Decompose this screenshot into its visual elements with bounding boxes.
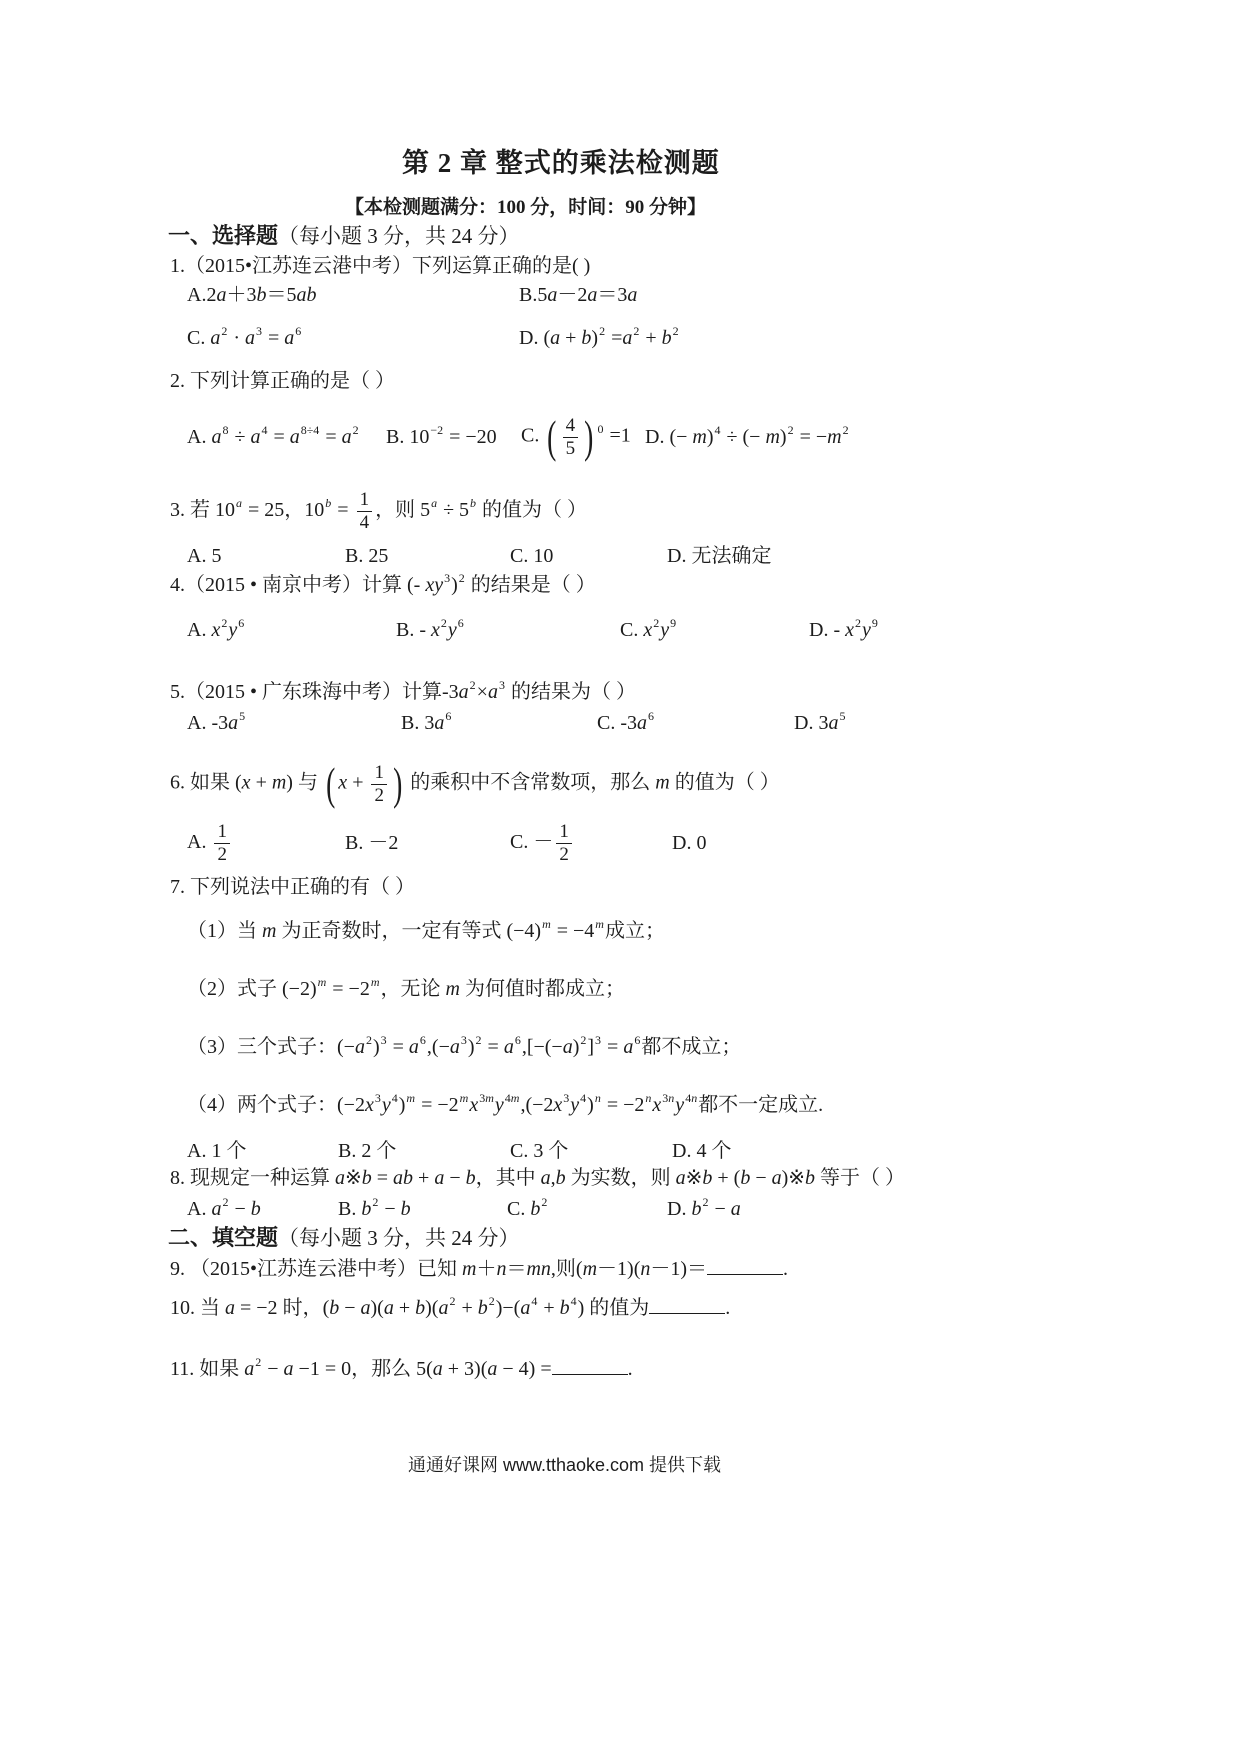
text-run: 9. （2015•江苏连云港中考）已知 <box>170 1257 463 1280</box>
math-expression: 5(a + 3)(a − 4) = <box>416 1357 552 1380</box>
math-expression: 10 <box>304 498 325 521</box>
text-run: 的乘积中不含常数项，那么 <box>405 771 656 794</box>
fraction <box>214 821 230 866</box>
math-expression: x + <box>338 771 369 794</box>
math-expression: =a <box>606 327 633 349</box>
superscript: m <box>317 975 327 989</box>
fraction <box>357 489 373 534</box>
text-run: D. <box>519 327 544 349</box>
superscript: a <box>431 495 438 510</box>
text-run: 等于（ ） <box>815 1167 906 1189</box>
math-expression: − b <box>379 1198 411 1220</box>
math-expression: a <box>828 712 839 734</box>
large-parenthesis: ( <box>547 411 557 462</box>
superscript: n <box>594 1091 601 1105</box>
math-expression: (−a <box>337 1036 365 1058</box>
superscript: 2 <box>221 324 228 338</box>
text-run: C. <box>521 424 545 447</box>
math-expression: = −2 <box>416 1094 459 1116</box>
math-expression: m <box>445 978 460 1000</box>
math-expression: − a −1 = 0 <box>262 1357 352 1380</box>
text-run: 的值为（ ） <box>669 771 780 794</box>
superscript: 4 <box>570 1293 577 1308</box>
superscript: 2 <box>255 1354 262 1369</box>
text-run: 为实数，则 <box>565 1167 676 1189</box>
math-expression: + b <box>640 327 672 349</box>
math-expression: b <box>530 1198 541 1220</box>
math-expression: ,(−a <box>426 1036 460 1058</box>
superscript: 2 <box>352 423 359 437</box>
text-run: . <box>783 1257 789 1280</box>
section-note: （每小题 3 分，共 24 分） <box>278 1225 520 1250</box>
math-expression: y <box>660 619 670 641</box>
text-run: C. <box>507 1198 531 1220</box>
math-expression: (x + m) <box>235 771 293 794</box>
math-expression: (−2x <box>337 1094 374 1116</box>
answer-blank <box>707 1254 783 1275</box>
text-run: A. <box>187 619 212 641</box>
text-run: ,则 <box>550 1257 576 1280</box>
superscript: 2 <box>702 1195 709 1209</box>
answer-blank <box>552 1354 628 1375</box>
text-run: C. － <box>510 830 554 853</box>
math-expression: ) <box>587 1094 594 1116</box>
superscript: 3 <box>374 1091 381 1105</box>
superscript: 2 <box>469 678 476 692</box>
text-run: ，其中 <box>475 1167 541 1189</box>
math-expression: a,b <box>540 1167 566 1189</box>
math-expression: y <box>228 619 238 641</box>
text-run: （4）两个式子： <box>187 1094 337 1116</box>
superscript: 2 <box>599 324 606 338</box>
superscript: 9 <box>871 616 878 630</box>
superscript: 2 <box>440 616 447 630</box>
math-expression: ÷ 5 <box>438 498 470 521</box>
denominator: 5 <box>565 437 576 459</box>
superscript: 6 <box>648 709 654 723</box>
text-run: B. 3 <box>401 712 435 734</box>
math-expression: )−(a <box>495 1296 531 1319</box>
text-run: 1.（2015•江苏连云港中考）下列运算正确的是( ) <box>170 255 591 277</box>
math-expression: = a <box>320 426 352 448</box>
text-run: C. -3 <box>597 712 637 734</box>
text-run: 7. 下列说法中正确的有（ ） <box>170 876 415 898</box>
superscript: 2 <box>372 1195 379 1209</box>
text-run: 时， <box>277 1296 323 1319</box>
math-expression: 5 <box>420 498 431 521</box>
denominator: 4 <box>359 511 370 533</box>
math-expression: = 25 <box>243 498 285 521</box>
text-run: B. －2 <box>345 832 399 854</box>
superscript: 3 <box>563 1091 570 1105</box>
math-expression: = a <box>602 1036 634 1058</box>
math-expression: − a <box>709 1198 741 1220</box>
superscript: 0 <box>597 421 604 436</box>
text-run: D. 4 个 <box>672 1140 732 1162</box>
text-run: × <box>476 681 488 703</box>
text-run: ， <box>284 498 305 521</box>
text-run: D. <box>645 426 670 448</box>
superscript: 3 <box>380 1033 387 1047</box>
superscript: 4 <box>714 423 721 437</box>
superscript: 5 <box>239 709 246 723</box>
math-expression: = a <box>482 1036 514 1058</box>
math-expression: ) <box>577 1296 585 1319</box>
math-expression: = a <box>263 327 295 349</box>
math-expression: 10 <box>409 426 430 448</box>
math-expression: ÷ a <box>229 426 261 448</box>
math-expression: y <box>675 1094 685 1116</box>
superscript: a <box>236 495 242 510</box>
superscript: 8÷4 <box>300 423 320 437</box>
math-expression: a <box>211 1198 222 1220</box>
large-parenthesis: ) <box>393 758 403 809</box>
text-run: A. 1 个 <box>187 1140 247 1162</box>
numerator: 1 <box>371 762 387 785</box>
superscript: 4n <box>685 1091 698 1105</box>
text-run: B. <box>386 426 410 448</box>
math-expression: (a + b) <box>543 327 599 349</box>
superscript: 2 <box>449 1293 456 1308</box>
section-label: 二、填空题 <box>168 1224 279 1250</box>
text-run: 10. 当 <box>170 1296 225 1319</box>
text-run: B. 2 个 <box>338 1140 397 1162</box>
superscript: b <box>470 495 477 510</box>
superscript: 2 <box>580 1033 587 1047</box>
superscript: 2 <box>842 423 849 437</box>
math-expression: (b − a)(a + b)(a <box>322 1296 449 1319</box>
numerator: 4 <box>563 415 579 438</box>
fraction <box>563 415 579 460</box>
math-expression: 2a＋3b＝5ab <box>206 284 317 306</box>
text-run: 的结果是（ ） <box>465 574 596 596</box>
math-expression: b <box>361 1198 372 1220</box>
math-expression: =1 <box>604 424 631 447</box>
text-run: 4.（2015 • 南京中考）计算 <box>170 574 408 596</box>
math-expression: a <box>637 712 647 734</box>
math-expression: ) <box>467 1036 475 1058</box>
superscript: 8 <box>222 423 229 437</box>
text-run: （1）当 <box>187 920 262 942</box>
section-label: 一、选择题 <box>168 222 279 248</box>
math-expression: ,[−(−a) <box>521 1036 580 1058</box>
superscript: b <box>325 495 332 510</box>
text-run: A. <box>187 1198 212 1220</box>
math-expression: y <box>381 1094 391 1116</box>
math-expression: y <box>447 619 457 641</box>
text-run: D. 3 <box>794 712 829 734</box>
superscript: 2 <box>633 324 640 338</box>
text-run: D. <box>667 1198 692 1220</box>
text-run: 5.（2015 • 广东珠海中考）计算-3 <box>170 681 459 703</box>
text-run: C. 10 <box>510 545 554 567</box>
text-run: ，则 <box>375 498 421 521</box>
exam-page: 第 2 章 整式的乘法检测题 【本检测题满分：100 分，时间：90 分钟】 一、选择题（每小题 3 分，共 24 分） 1.（2015•江苏连云港中考）下列运算正确的是( ) A.2a＋3b＝5ab B.5a－2a＝3a C. $a^2 \cdot a^3 = a^6$ D. $(a + b)^2 =a^2 + b^2$ 2. 下列计算正确的是（ ） A. $a^8 \div a^4 = a^{8\div 4} = a^2$ B. $10^{-2} = -20$ C. ( $\frac{4}{5}$ ) $^0$ =1 D. (− m)$^4$ ÷ (− $m)^2 = -m^2$ 3. 若 $10^a = 25$，$10^b$ = $\frac{1}{4}$ ，则 $5^a \div 5^b$ 的值为（ ） A. 5 B. 25 C. 10 D. 无法确定 4.（2015 • 南京中考）计算 (- $xy^3)^2$ 的结果是（ ） A. $x^2y^6$ B. - $x^2y^6$ C. $x^2y^9$ D. - $x^2y^9$ 5.（2015 • 广东珠海中考）计算$-3a^2\times a^3$ 的结果为（ ） A. $-3a^5$ B. $3a^6$ C. $-3a^6$ D. $3a^5$ 6. 如果 (x + m) 与 ( x + $\frac{1}{2}$ ) 的乘积中不含常数项，那么 m 的值为（ ） A. $\frac{1}{2}$ B. －2 C. － $\frac{1}{2}$ D. 0 7. 下列说法中正确的有（ ） （1）当 m 为正奇数时，一定有等式 $(-4)^m = -4^m$成立； （2）式子 $(-2)^m = -2^m$，无论 m 为何值时都成立； （3）三个式子：$(-a^2)^3 = a^6,(-a^3)^2 = a^6,[-(-a)^2]^3 = a^6$都不成立； （4）两个式子：$(-2x^3y^4)^m = -2^mx^{3m}y^{4m},(-2x^3y^4)^n = -2^nx^{3n}y^{4n}$都不一定成立. A. 1 个 B. 2 个 C. 3 个 D. 4 个 8. 现规定一种运算 a※b = ab + a − b，其中 a,b 为实数，则 a※b + (b − a)※b 等于（ ） A. $a^2 - b$ B. $b^2 - b$ C. $b^2$ D. $b^2 - a$ 二、填空题（每小题 3 分，共 24 分） 9. （2015•江苏连云港中考）已知 m＋n＝mn,则(m－1)(n－1)＝ . 10. 当 a = −2 时，$(b - a)(a + b)(a^2 + b^2)-(a^4 + b^4)$ 的值为 . 11. 如果 $a^2 - a -1 = 0$，那么 5(a + 3)(a − 4) = . 通通好课网 www.tthaoke.com 提供下载 <box>0 0 1240 1754</box>
superscript: m <box>459 1091 469 1105</box>
fraction <box>556 821 572 866</box>
text-run: 的结果为（ ） <box>505 681 636 703</box>
math-expression: = −2 <box>601 1094 645 1116</box>
text-run: D. 0 <box>672 832 707 854</box>
text-run: B. 25 <box>345 545 389 567</box>
numerator: 1 <box>357 489 373 512</box>
math-expression: = −2 <box>327 978 370 1000</box>
math-expression: · a <box>228 327 256 349</box>
text-run: . <box>725 1296 731 1319</box>
math-expression: a <box>228 712 239 734</box>
text-run: ，那么 <box>351 1357 417 1380</box>
math-expression: = a <box>268 426 300 448</box>
math-expression: a <box>211 426 222 448</box>
math-expression: ) <box>398 1094 406 1116</box>
superscript: 6 <box>295 324 302 338</box>
text-run: 成立； <box>604 920 665 942</box>
math-expression: m <box>655 771 670 794</box>
math-expression: (− m) <box>669 426 714 448</box>
math-expression: (−2) <box>282 978 317 1000</box>
math-expression: b <box>691 1198 702 1220</box>
math-expression: ) <box>451 574 458 596</box>
superscript: 5 <box>839 709 846 723</box>
math-expression: a※b = ab + a − b <box>335 1167 476 1189</box>
superscript: 6 <box>457 616 464 630</box>
math-expression: x <box>652 1094 662 1116</box>
text-run: C. 3 个 <box>510 1140 569 1162</box>
math-expression: a <box>434 712 445 734</box>
superscript: m <box>542 917 551 931</box>
superscript: 3n <box>662 1091 675 1105</box>
text-run: 6. 如果 <box>170 771 235 794</box>
math-expression: a※b + (b − a)※b <box>675 1167 816 1189</box>
text-run: A. 5 <box>187 545 222 567</box>
math-expression: = −20 <box>444 426 497 448</box>
math-expression: (−4) <box>506 920 542 942</box>
superscript: 2 <box>458 571 465 585</box>
superscript: 3 <box>498 678 505 692</box>
text-run: D. - <box>809 619 846 641</box>
math-expression: + b <box>456 1296 488 1319</box>
superscript: m <box>406 1091 416 1105</box>
superscript: 2 <box>488 1293 495 1308</box>
fraction <box>371 762 387 807</box>
math-expression: m <box>262 920 277 942</box>
superscript: 4 <box>261 423 268 437</box>
math-expression: a = −2 <box>225 1296 278 1319</box>
denominator: 2 <box>559 843 569 865</box>
superscript: 3m <box>479 1091 494 1105</box>
text-run: 8. 现规定一种运算 <box>170 1167 335 1189</box>
superscript: 2 <box>221 616 228 630</box>
answer-blank <box>649 1293 725 1314</box>
text-run: . <box>627 1357 633 1380</box>
superscript: 9 <box>670 616 677 630</box>
text-run: 2. 下列计算正确的是（ ） <box>170 370 395 392</box>
text-run: 11. 如果 <box>170 1357 245 1380</box>
section-note: （每小题 3 分，共 24 分） <box>278 223 520 248</box>
math-expression: + b <box>538 1296 570 1319</box>
superscript: 2 <box>855 616 861 630</box>
superscript: 6 <box>445 709 452 723</box>
math-expression: 10 <box>215 498 235 521</box>
text-run: 与 <box>292 771 323 794</box>
superscript: 4 <box>580 1091 587 1105</box>
superscript: 4 <box>531 1293 538 1308</box>
text-run: A. <box>187 426 212 448</box>
math-expression: y <box>494 1094 504 1116</box>
superscript: 6 <box>514 1033 521 1047</box>
numerator: 1 <box>214 821 230 844</box>
superscript: 3 <box>595 1033 602 1047</box>
superscript: 6 <box>238 616 245 630</box>
math-expression: a <box>244 1357 255 1380</box>
math-expression: (- xy <box>407 574 444 596</box>
superscript: 2 <box>365 1033 372 1047</box>
math-expression: m＋n＝mn <box>462 1257 551 1280</box>
superscript: 4 <box>391 1091 398 1105</box>
superscript: 4m <box>504 1091 520 1105</box>
superscript: m <box>595 917 604 931</box>
math-expression: y <box>862 619 871 641</box>
text-run: 为正奇数时，一定有等式 <box>276 920 507 942</box>
math-expression: x <box>643 619 653 641</box>
math-expression: x <box>211 619 221 641</box>
superscript: m <box>370 975 380 989</box>
math-expression: x <box>845 619 854 641</box>
math-expression: = a <box>387 1036 419 1058</box>
text-run: B. <box>338 1198 362 1220</box>
math-expression: − b <box>229 1198 261 1220</box>
superscript: 3 <box>256 324 263 338</box>
math-expression: ) <box>372 1036 380 1058</box>
superscript: 2 <box>787 423 794 437</box>
text-run: 都不一定成立. <box>698 1094 824 1116</box>
text-run: 的值为（ ） <box>477 498 588 521</box>
text-run: B. <box>519 284 538 306</box>
math-expression: a <box>458 681 469 703</box>
text-run: 为何值时都成立； <box>459 978 625 1000</box>
math-expression: = −m <box>794 426 842 448</box>
superscript: n <box>645 1091 652 1105</box>
large-parenthesis: ) <box>584 411 594 462</box>
superscript: 6 <box>634 1033 641 1047</box>
denominator: 2 <box>217 843 227 865</box>
text-run: （3）三个式子： <box>187 1036 337 1058</box>
superscript: 3 <box>460 1033 467 1047</box>
superscript: 2 <box>475 1033 482 1047</box>
superscript: −2 <box>430 423 444 437</box>
text-run: C. <box>620 619 644 641</box>
text-run: B. - <box>396 619 431 641</box>
superscript: 2 <box>672 324 679 338</box>
text-run: C. <box>187 327 211 349</box>
text-run: 的值为 <box>584 1296 650 1319</box>
text-run: （2）式子 <box>187 978 282 1000</box>
text-run: ，无论 <box>380 978 446 1000</box>
numerator: 1 <box>556 821 572 844</box>
denominator: 2 <box>374 784 384 806</box>
text-run: A. <box>187 284 207 306</box>
superscript: 2 <box>222 1195 229 1209</box>
superscript: 2 <box>541 1195 548 1209</box>
math-expression: (m－1)(n－1)＝ <box>575 1257 708 1280</box>
math-expression: a <box>210 327 221 349</box>
math-expression: a <box>487 681 498 703</box>
text-run: 都不成立； <box>641 1036 742 1058</box>
math-expression: ÷ (− m) <box>721 426 787 448</box>
math-expression: 5a－2a＝3a <box>537 284 638 306</box>
text-run: A. -3 <box>187 712 229 734</box>
math-expression: x <box>469 1094 479 1116</box>
text-run: D. 无法确定 <box>667 545 772 567</box>
superscript: 6 <box>419 1033 426 1047</box>
superscript: 2 <box>653 616 660 630</box>
text-run: 3. 若 <box>170 498 215 521</box>
math-expression: ] <box>587 1036 595 1058</box>
text-run: A. <box>187 830 212 853</box>
math-expression: x <box>431 619 440 641</box>
math-expression: y <box>570 1094 580 1116</box>
math-expression: = −4 <box>551 920 595 942</box>
math-expression: = <box>332 498 354 521</box>
superscript: 3 <box>444 571 451 585</box>
large-parenthesis: ( <box>326 758 336 809</box>
math-expression: ,(−2x <box>520 1094 563 1116</box>
